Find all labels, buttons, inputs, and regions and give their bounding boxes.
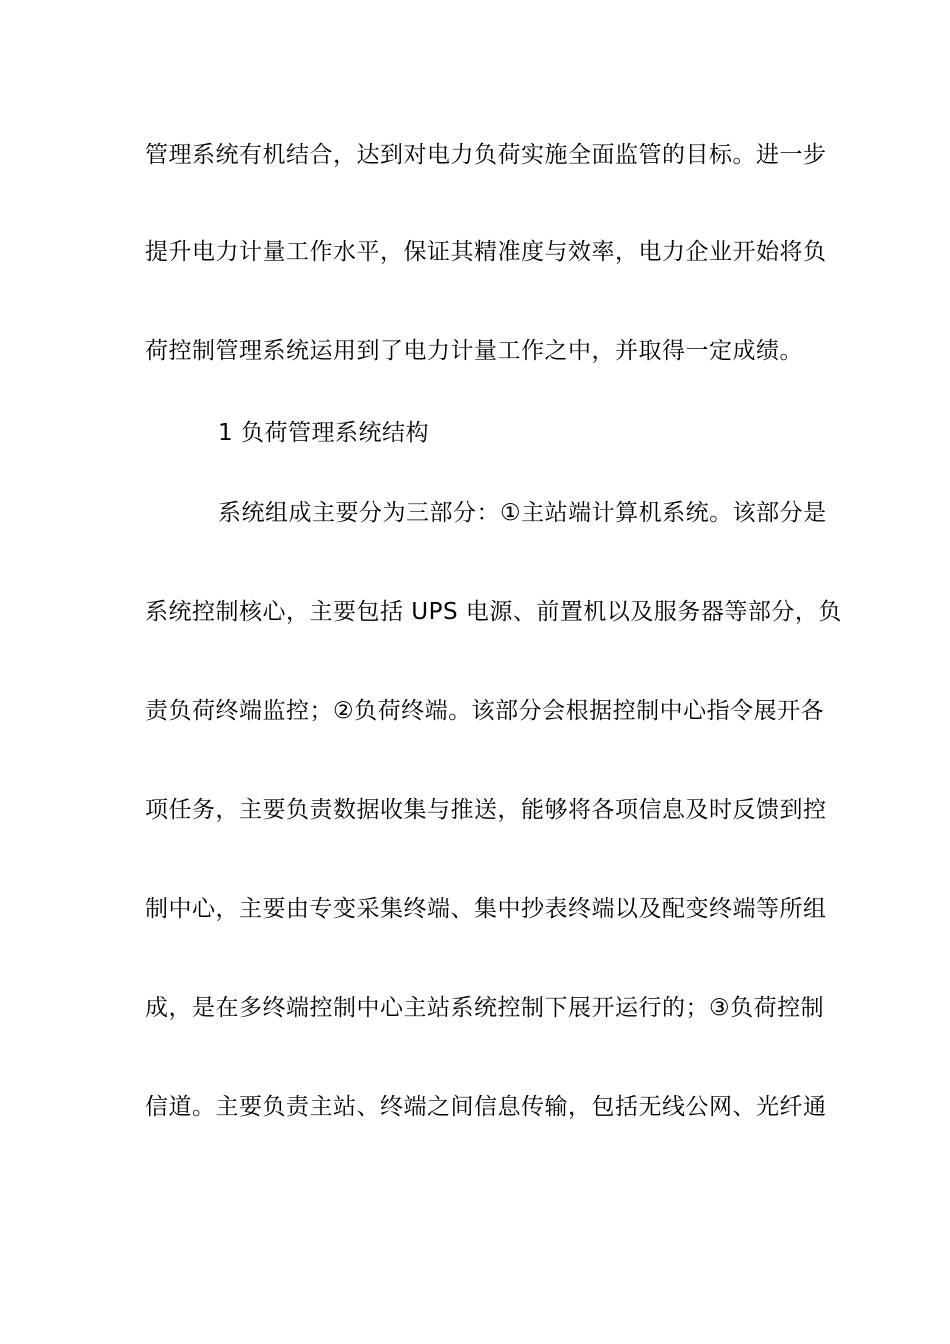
paragraph-line-10: 成，是在多终端控制中心主站系统控制下展开运行的；③负荷控制 [145,995,825,1021]
section-heading: 1 负荷管理系统结构 [218,420,429,446]
paragraph-line-1: 管理系统有机结合，达到对电力负荷实施全面监管的目标。进一步 [145,142,827,168]
paragraph-line-9: 制中心，主要由专变采集终端、集中抄表终端以及配变终端等所组 [145,896,827,922]
paragraph-line-3: 荷控制管理系统运用到了电力计量工作之中，并取得一定成绩。 [145,338,803,364]
paragraph-line-6: 系统控制核心，主要包括 UPS 电源、前置机以及服务器等部分，负 [145,599,842,625]
paragraph-line-5: 系统组成主要分为三部分：①主站端计算机系统。该部分是 [218,500,827,526]
paragraph-line-8: 项任务，主要负责数据收集与推送，能够将各项信息及时反馈到控 [145,797,827,823]
paragraph-line-7: 责负荷终端监控；②负荷终端。该部分会根据控制中心指令展开各 [145,698,825,724]
paragraph-line-2: 提升电力计量工作水平，保证其精准度与效率，电力企业开始将负 [145,239,827,265]
paragraph-line-11: 信道。主要负责主站、终端之间信息传输，包括无线公网、光纤通 [145,1094,827,1120]
